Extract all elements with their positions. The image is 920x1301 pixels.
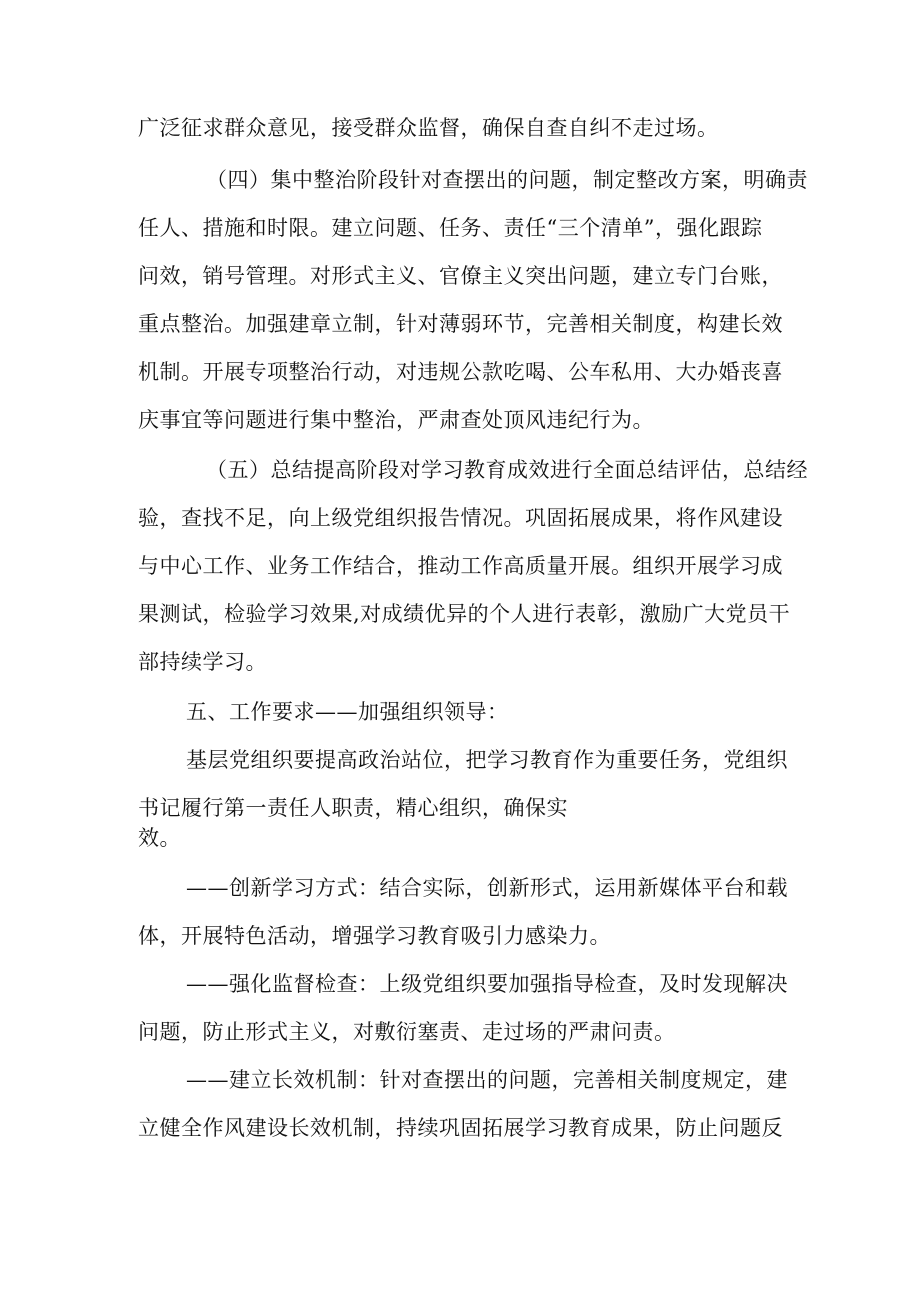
text-line: 验，查找不足，向上级党组织报告情况。巩固拓展成果，将作风建设 xyxy=(138,506,783,530)
text-line: 体，开展特色活动，增强学习教育吸引力感染力。 xyxy=(138,924,611,948)
paragraph-heading-four: （四）集中整治阶段针对查摆出的问题，制定整改方案，明确责 xyxy=(206,168,808,192)
text-line: 立健全作风建设长效机制，持续巩固拓展学习教育成果，防止问题反 xyxy=(138,1116,783,1140)
text-line: 与中心工作、业务工作结合，推动工作高质量开展。组织开展学习成 xyxy=(138,554,783,578)
text-line: 效。 xyxy=(138,826,181,850)
text-line: 广泛征求群众意见，接受群众监督，确保自查自纠不走过场。 xyxy=(138,116,719,140)
text-line: 基层党组织要提高政治站位，把学习教育作为重要任务，党组织 xyxy=(186,748,788,772)
text-line: ——创新学习方式：结合实际，创新形式，运用新媒体平台和载 xyxy=(186,876,788,900)
text-line: ——建立长效机制：针对查摆出的问题，完善相关制度规定，建 xyxy=(186,1068,788,1092)
text-line: 任人、措施和时限。建立问题、任务、责任“三个清单”，强化跟踪 xyxy=(138,216,763,240)
text-line: 问题，防止形式主义，对敷衍塞责、走过场的严肃问责。 xyxy=(138,1020,676,1044)
text-line: 果测试，检验学习效果,对成绩优异的个人进行表彰，激励广大党员干 xyxy=(138,602,791,626)
text-line: 机制。开展专项整治行动，对违规公款吃喝、公车私用、大办婚丧喜 xyxy=(138,360,783,384)
text-line: 庆事宜等问题进行集中整治，严肃查处顶风违纪行为。 xyxy=(138,408,654,432)
text-line: ——强化监督检查：上级党组织要加强指导检查，及时发现解决 xyxy=(186,972,788,996)
text-line: 书记履行第一责任人职责，精心组织，确保实 xyxy=(138,796,568,820)
paragraph-heading-five: （五）总结提高阶段对学习教育成效进行全面总结评估，总结经 xyxy=(206,458,808,482)
text-line: 重点整治。加强建章立制，针对薄弱环节，完善相关制度，构建长效 xyxy=(138,312,783,336)
text-line: 问效，销号管理。对形式主义、官僚主义突出问题，建立专门台账， xyxy=(138,264,783,288)
text-line: 部持续学习。 xyxy=(138,650,267,674)
section-heading: 五、工作要求——加强组织领导： xyxy=(186,700,509,724)
